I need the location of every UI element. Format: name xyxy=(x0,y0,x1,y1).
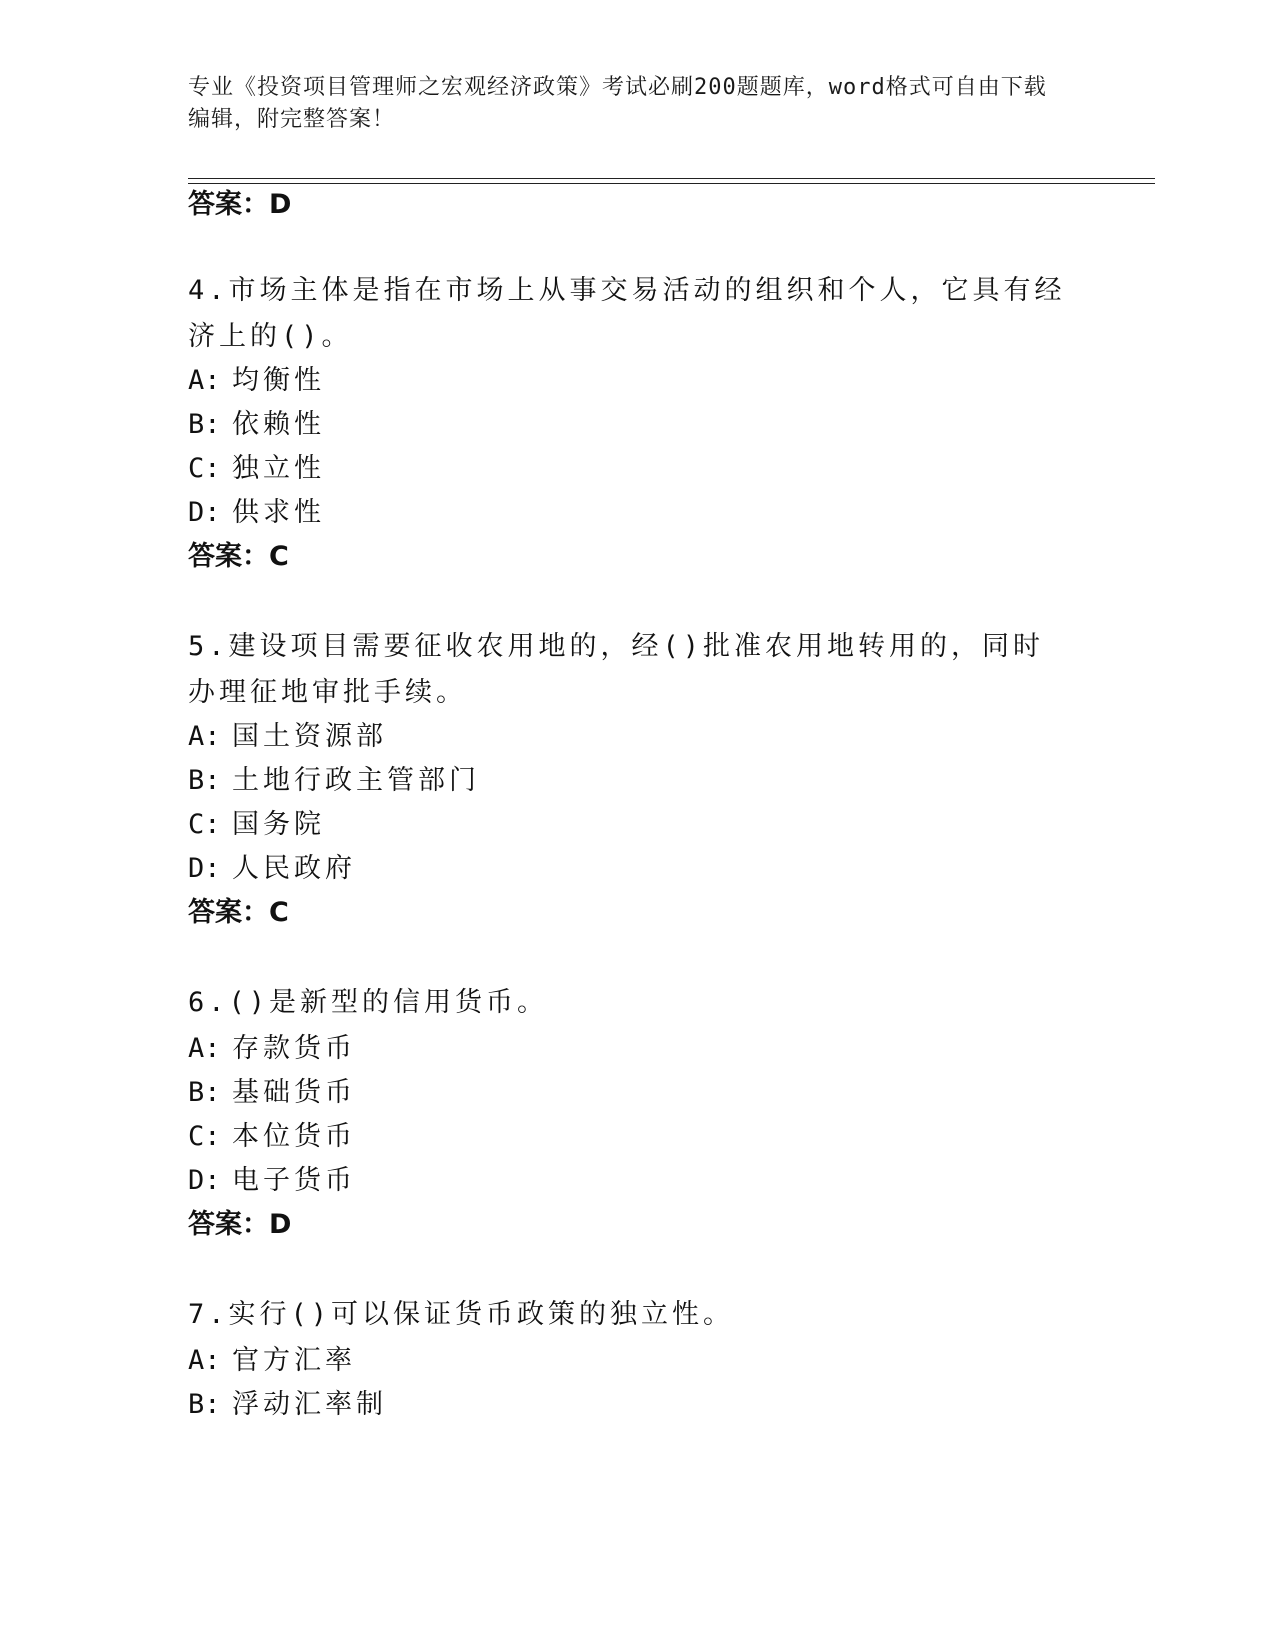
answer-value: C xyxy=(269,897,289,928)
option-letter: A: xyxy=(188,1345,221,1376)
option-letter: B: xyxy=(188,1077,221,1108)
option-text: 人民政府 xyxy=(232,853,356,884)
question-body: 实行()可以保证货币政策的独立性。 xyxy=(228,1299,735,1330)
header-text: 专业《投资项目管理师之宏观经济政策》考试必刷200题题库，word格式可自由下载编辑，附完整答案！ xyxy=(188,75,1047,132)
question-number: 6. xyxy=(188,987,229,1018)
option-item xyxy=(188,1076,356,1110)
option-text: 基础货币 xyxy=(232,1077,356,1108)
option-letter: A: xyxy=(188,1033,221,1064)
answer-value: D xyxy=(269,1209,292,1240)
option-letter: D: xyxy=(188,853,221,884)
option-item xyxy=(188,408,325,442)
question-number: 7. xyxy=(188,1299,229,1330)
option-text: 供求性 xyxy=(232,497,325,528)
option-item xyxy=(188,452,325,486)
option-item xyxy=(188,808,325,842)
answer-value: C xyxy=(269,541,289,572)
option-letter: D: xyxy=(188,497,221,528)
option-letter: A: xyxy=(188,721,221,752)
option-letter: B: xyxy=(188,409,221,440)
question-text xyxy=(188,624,1068,716)
question-number: 5. xyxy=(188,631,229,662)
option-text: 国务院 xyxy=(232,809,325,840)
option-item xyxy=(188,364,325,398)
answer-label: 答案： xyxy=(188,1209,269,1240)
option-item xyxy=(188,1164,356,1198)
option-text: 独立性 xyxy=(232,453,325,484)
option-text: 本位货币 xyxy=(232,1121,356,1152)
question-body: 市场主体是指在市场上从事交易活动的组织和个人，它具有经济上的()。 xyxy=(188,275,1066,352)
option-text: 官方汇率 xyxy=(232,1345,356,1376)
answer-line xyxy=(188,896,289,930)
option-item xyxy=(188,720,387,754)
option-item xyxy=(188,1120,356,1154)
option-letter: C: xyxy=(188,453,221,484)
question-body: ()是新型的信用货币。 xyxy=(228,987,549,1018)
option-text: 存款货币 xyxy=(232,1033,356,1064)
option-letter: D: xyxy=(188,1165,221,1196)
question-body: 建设项目需要征收农用地的，经()批准农用地转用的，同时办理征地审批手续。 xyxy=(188,631,1045,708)
option-item xyxy=(188,1388,387,1422)
answer-line xyxy=(188,540,289,574)
answer-line xyxy=(188,188,291,222)
option-item xyxy=(188,496,325,530)
option-text: 电子货币 xyxy=(232,1165,356,1196)
option-text: 浮动汇率制 xyxy=(232,1389,387,1420)
question-text xyxy=(188,1292,1068,1338)
option-letter: C: xyxy=(188,1121,221,1152)
option-item xyxy=(188,764,480,798)
question-number: 4. xyxy=(188,275,229,306)
answer-value: D xyxy=(269,189,292,220)
header-divider-top xyxy=(188,178,1155,179)
option-text: 依赖性 xyxy=(232,409,325,440)
option-letter: B: xyxy=(188,1389,221,1420)
option-letter: C: xyxy=(188,809,221,840)
option-item xyxy=(188,1344,356,1378)
option-letter: B: xyxy=(188,765,221,796)
question-text xyxy=(188,980,1068,1026)
answer-label: 答案： xyxy=(188,897,269,928)
answer-label: 答案： xyxy=(188,541,269,572)
option-text: 国土资源部 xyxy=(232,721,387,752)
document-header xyxy=(188,72,1068,136)
option-item xyxy=(188,852,356,886)
question-text xyxy=(188,268,1068,360)
answer-line xyxy=(188,1208,291,1242)
header-divider-bottom xyxy=(188,183,1155,184)
option-item xyxy=(188,1032,356,1066)
answer-label: 答案： xyxy=(188,189,269,220)
option-text: 土地行政主管部门 xyxy=(232,765,480,796)
option-text: 均衡性 xyxy=(232,365,325,396)
option-letter: A: xyxy=(188,365,221,396)
